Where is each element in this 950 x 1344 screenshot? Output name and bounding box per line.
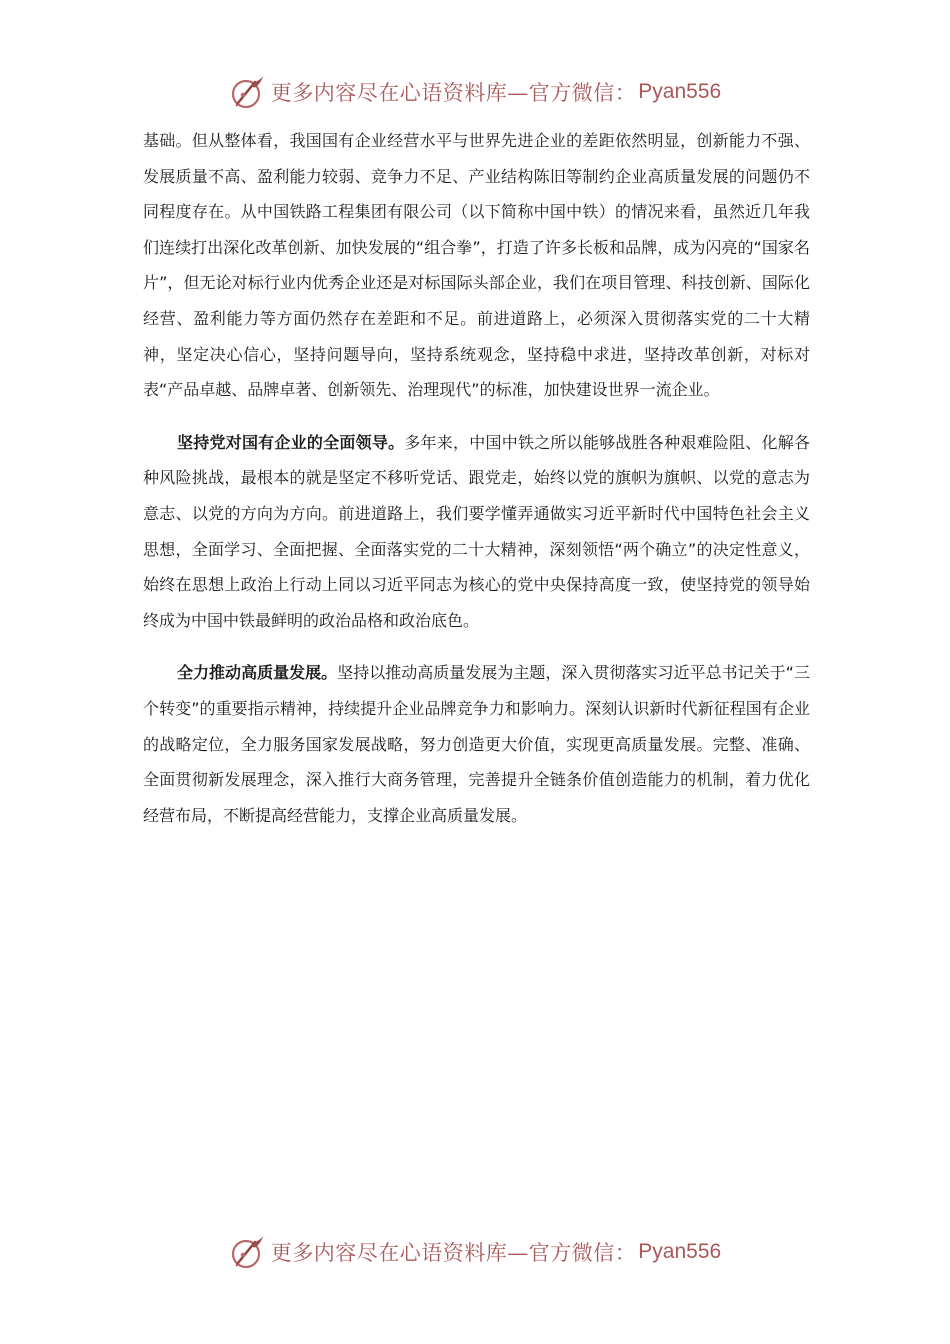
- banner-slogan: 更多内容尽在心语资料库—官方微信：: [270, 1241, 637, 1265]
- document-body: [143, 123, 810, 833]
- paragraph-text: 坚持以推动高质量发展为主题，深入贯彻落实习近平总书记关于“三个转变”的重要指示精神，持续提升企业品牌竞争力和影响力。深刻认识新时代新征程国有企业的战略定位，全力服务国家发展战略，努力创造更大价值，实现更高质量发展。完整、准确、全面贯彻新发展理念，深入推行大商务管理，完善提升全链条价值创造能力的机制，着力优化经营布局，不断提高经营能力，支撑企业高质量发展。: [143, 663, 810, 825]
- paragraph-3: [143, 655, 810, 833]
- paragraph-2: [143, 425, 810, 639]
- paragraph-text: 基础。但从整体看，我国国有企业经营水平与世界先进企业的差距依然明显，创新能力不强、发展质量不高、盈利能力较弱、竞争力不足、产业结构陈旧等制约企业高质量发展的问题仍不同程度存在。从中国铁路工程集团有限公司（以下简称中国中铁）的情况来看，虽然近几年我们连续打出深化改革创新、加快发展的“组合拳”，打造了许多长板和品牌，成为闪亮的“国家名片”，但无论对标行业内优秀企业还是对标国际头部企业，我们在项目管理、科技创新、国际化经营、盈利能力等方面仍然存在差距和不足。前进道路上，必须深入贯彻落实党的二十大精神，坚定决心信心，坚持问题导向，坚持系统观念，坚持稳中求进，坚持改革创新，对标对表“产品卓越、品牌卓著、创新领先、治理现代”的标准，加快建设世界一流企业。: [143, 131, 810, 400]
- paragraph-lead: 全力推动高质量发展。: [177, 663, 338, 683]
- paragraph-text: 多年来，中国中铁之所以能够战胜各种艰难险阻、化解各种风险挑战，最根本的就是坚定不移听党话、跟党走，始终以党的旗帜为旗帜、以党的意志为意志、以党的方向为方向。前进道路上，我们要学懂弄通做实习近平新时代中国特色社会主义思想，全面学习、全面把握、全面落实党的二十大精神，深刻领悟“两个确立”的决定性意义，始终在思想上政治上行动上同以习近平同志为核心的党中央保持高度一致，使坚持党的领导始终成为中国中铁最鲜明的政治品格和政治底色。: [143, 432, 810, 630]
- banner-slogan: 更多内容尽在心语资料库—官方微信：: [270, 81, 637, 105]
- header-banner: [0, 70, 950, 114]
- banner-wechat-id: Pyan556: [638, 1240, 722, 1263]
- footer-banner: [0, 1230, 950, 1274]
- paragraph-1: [143, 123, 810, 408]
- quill-pen-logo-icon: [229, 73, 267, 111]
- paragraph-lead: 坚持党对国有企业的全面领导。: [177, 432, 405, 452]
- banner-wechat-id: Pyan556: [638, 80, 722, 103]
- quill-pen-logo-icon: [229, 1233, 267, 1271]
